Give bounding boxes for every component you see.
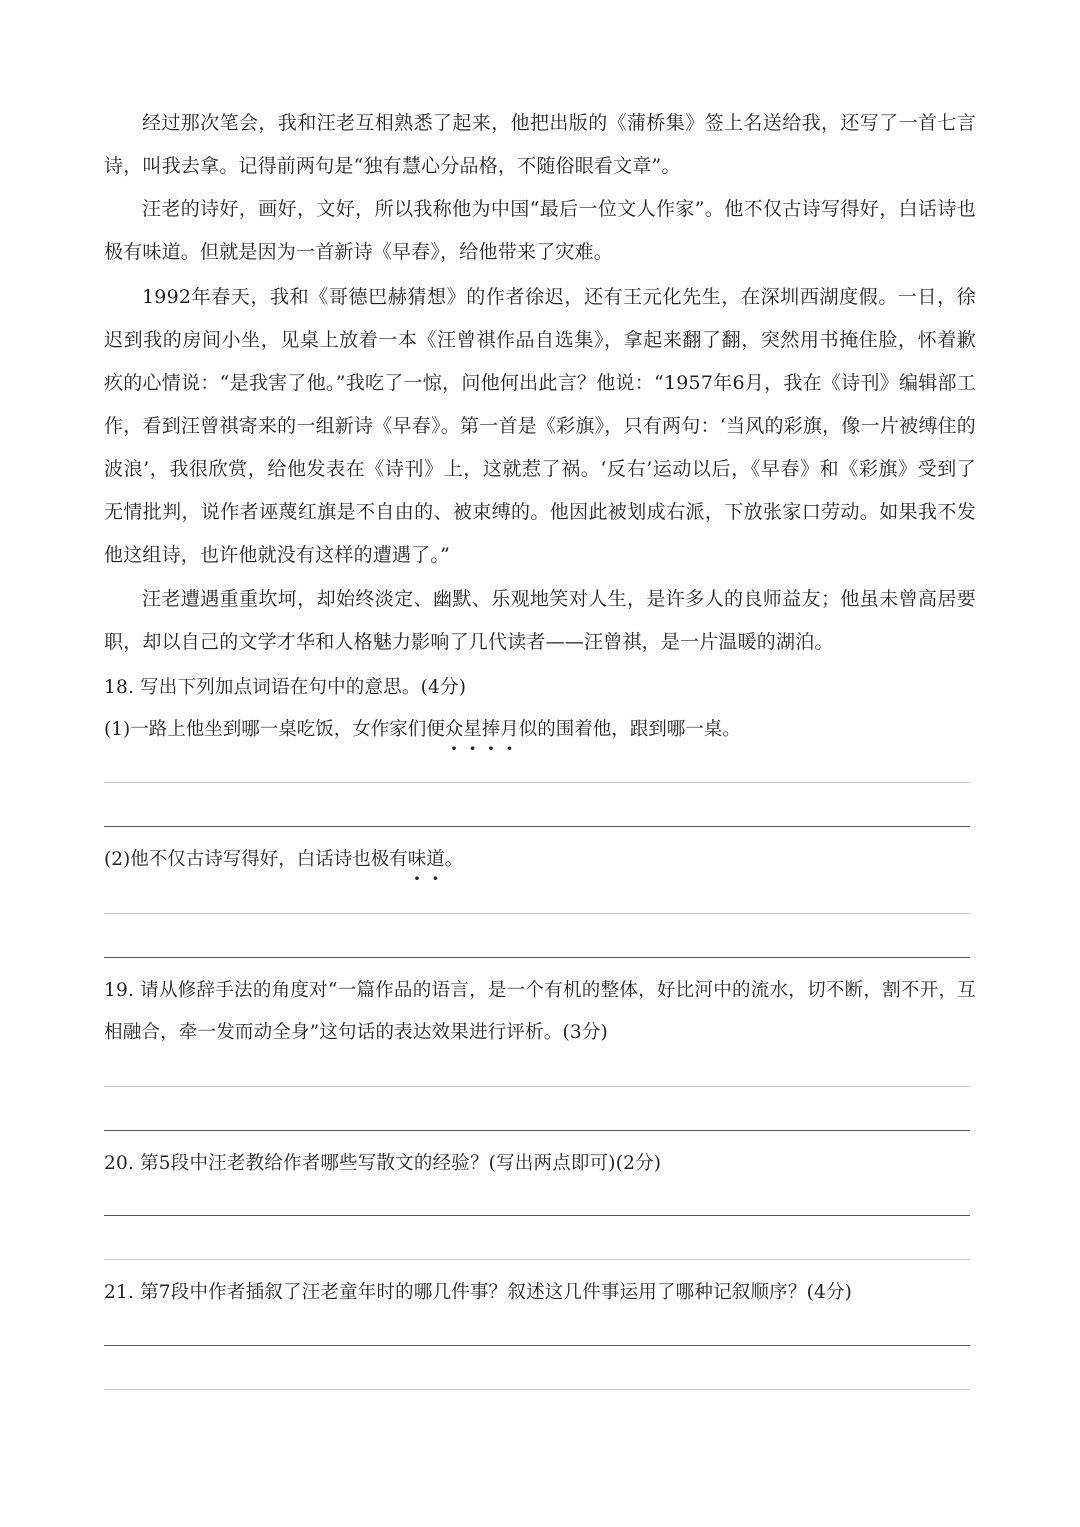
- question-21: 21. 第7段中作者插叙了汪老童年时的哪几件事？叙述这几件事运用了哪种记叙顺序？(4分): [104, 1282, 853, 1303]
- emphasis-dot-char: 味: [407, 849, 427, 870]
- answer-line-18-1b[interactable]: [104, 826, 970, 827]
- answer-line-19b[interactable]: [104, 1130, 970, 1131]
- q18-1-text-post: 似的围着他，跟到哪一桌。: [518, 719, 741, 740]
- q18-2-dotted-word: [408, 849, 445, 870]
- emphasis-dot-char: 捧: [481, 719, 501, 740]
- question-18: 18. 写出下列加点词语在句中的意思。(4分): [104, 677, 467, 698]
- question-20: 20. 第5段中汪老教给作者哪些写散文的经验？(写出两点即可)(2分): [104, 1153, 662, 1174]
- answer-line-19a[interactable]: [104, 1086, 970, 1087]
- emphasis-dot-char: 月: [500, 719, 519, 740]
- emphasis-dot-char: 众: [444, 719, 464, 740]
- q18-2-text-post: 。: [444, 849, 464, 870]
- emphasis-dot-char: 道: [426, 849, 445, 870]
- answer-line-20b[interactable]: [104, 1259, 970, 1260]
- answer-line-18-2b[interactable]: [104, 957, 970, 958]
- question-18-item-1: [104, 715, 976, 745]
- passage-paragraph-2: 汪老的诗好，画好，文好，所以我称他为中国“最后一位文人作家”。他不仅古诗写得好，白话诗也极有味道。但就是因为一首新诗《早春》，给他带来了灾难。: [104, 198, 976, 263]
- passage-paragraph-1: 经过那次笔会，我和汪老互相熟悉了起来，他把出版的《蒲桥集》签上名送给我，还写了一首七言诗，叫我去拿。记得前两句是“独有慧心分品格，不随俗眼看文章”。: [104, 112, 976, 177]
- emphasis-dot-char: 星: [463, 719, 482, 740]
- question-19: 19. 请从修辞手法的角度对“一篇作品的语言，是一个有机的整体，好比河中的流水，切不断，割不开，互相融合，牵一发而动全身”这句话的表达效果进行评析。(3分): [104, 980, 976, 1043]
- q18-2-text-pre: (2)他不仅古诗写得好，白话诗也极有: [104, 849, 408, 870]
- answer-line-21b[interactable]: [104, 1389, 970, 1390]
- q18-1-text-pre: (1)一路上他坐到哪一桌吃饭，女作家们便: [104, 719, 445, 740]
- answer-line-18-2a[interactable]: [104, 913, 970, 914]
- passage-paragraph-4: 汪老遭遇重重坎坷，却始终淡定、幽默、乐观地笑对人生，是许多人的良师益友；他虽未曾高居要职，却以自己的文学才华和人格魅力影响了几代读者——汪曾祺，是一片温暖的湖泊。: [104, 588, 976, 653]
- question-18-item-2: [104, 845, 976, 875]
- answer-line-21a[interactable]: [104, 1345, 970, 1346]
- answer-line-18-1a[interactable]: [104, 782, 970, 783]
- answer-line-20a[interactable]: [104, 1215, 970, 1216]
- q18-1-dotted-word: [445, 719, 519, 740]
- passage-paragraph-3: 1992年春天，我和《哥德巴赫猜想》的作者徐迟，还有王元化先生，在深圳西湖度假。一日，徐迟到我的房间小坐，见桌上放着一本《汪曾祺作品自选集》，拿起来翻了翻，突然用书掩住脸，怀着歉疚的心情说：“是我害了他。”我吃了一惊，问他何出此言？他说：“1957年6月，我在《诗刊》编辑部工作，看到汪曾祺寄来的一组新诗《早春》。第一首是《彩旗》，只有两句：‘当风的彩旗，像一片被缚住的波浪’，我很欣赏，给他发表在《诗刊》上，这就惹了祸。‘反右’运动以后，《早春》和《彩旗》受到了无情批判，说作者诬蔑红旗是不自由的、被束缚的。他因此被划成右派，下放张家口劳动。如果我不发他这组诗，也许他就没有这样的遭遇了。”: [104, 286, 976, 566]
